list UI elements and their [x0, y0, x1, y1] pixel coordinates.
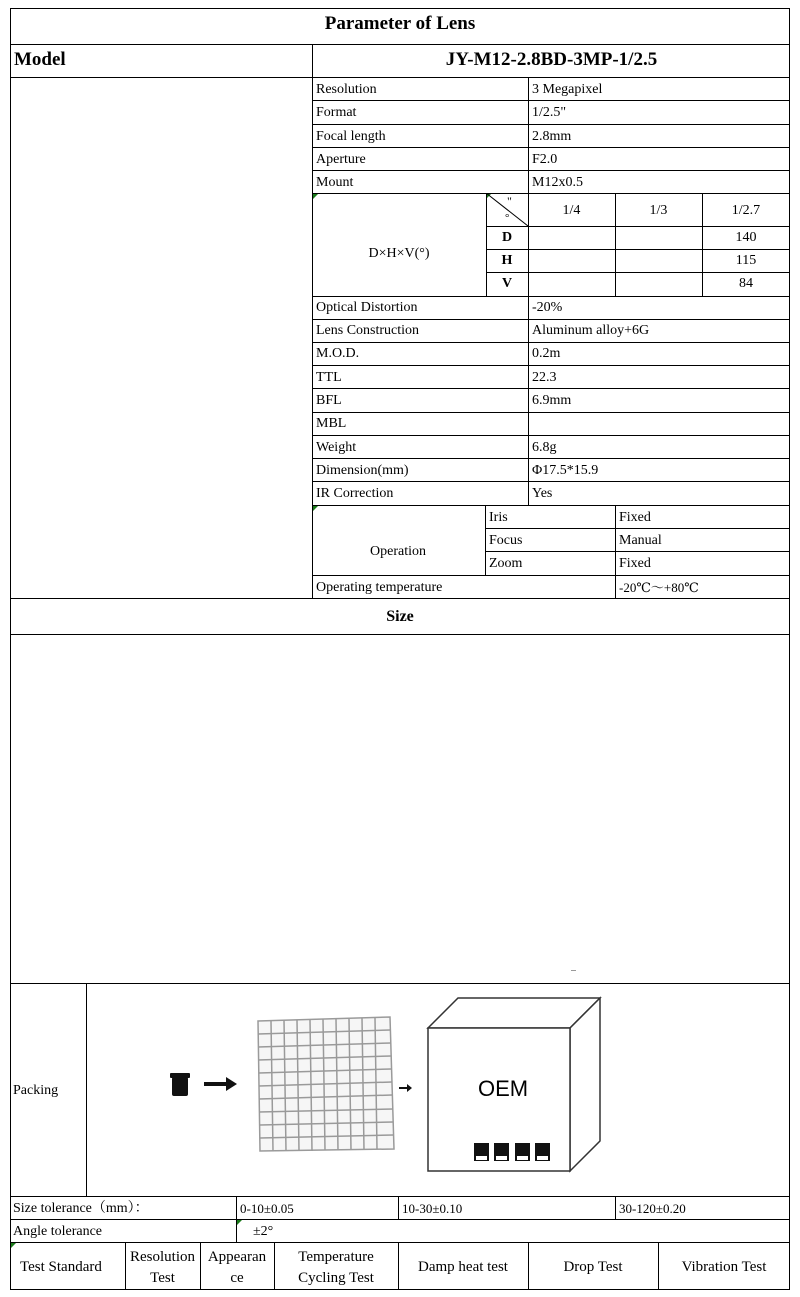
fov-label: D×H×V(°): [368, 246, 430, 261]
fov-corner-bottom: °: [505, 212, 510, 224]
size-tolerance-range-1: 0-10±0.05: [240, 1201, 294, 1216]
fov-format-1-4: 1/4: [562, 203, 581, 218]
damp-heat-test-label: Damp heat test: [418, 1259, 508, 1275]
vibration-test-label: Vibration Test: [681, 1259, 767, 1275]
operation-label: Operation: [370, 544, 426, 559]
fov-format-1-2-7: 1/2.7: [731, 203, 761, 218]
test-standard-label: Test Standard: [20, 1259, 102, 1275]
fragile-icon: [474, 1143, 489, 1161]
fov-corner-top: ": [507, 194, 512, 208]
model-value: JY-M12-2.8BD-3MP-1/2.5: [445, 49, 658, 70]
umbrella-icon: [494, 1143, 509, 1161]
size-tolerance-range-2: 10-30±0.10: [402, 1201, 463, 1216]
this-way-up-icon: [535, 1143, 550, 1161]
page-title: Parameter of Lens: [324, 13, 476, 34]
lens-icon: [170, 1073, 192, 1098]
packing-label: Packing: [13, 1083, 59, 1098]
model-label: Model: [14, 49, 66, 70]
resolution-test-label: Resolution Test: [129, 1249, 195, 1286]
arrow-right-icon: [204, 1076, 238, 1092]
packing-tray-grid: [256, 1015, 396, 1155]
temperature-cycling-test-label: Temperature Cycling Test: [298, 1249, 374, 1286]
fov-format-1-3: 1/3: [649, 203, 668, 218]
stack-limit-icon: [515, 1143, 530, 1161]
angle-tolerance-value: ±2°: [253, 1224, 274, 1239]
size-title: Size: [386, 608, 414, 625]
arrow-right-small-icon: [399, 1083, 413, 1093]
size-drawing-area: [11, 635, 789, 983]
oem-box-text: OEM: [478, 1076, 529, 1101]
size-tolerance-label: Size tolerance（mm）：: [13, 1201, 149, 1216]
appearance-test-label: Appearan ce: [207, 1249, 267, 1286]
angle-tolerance-label: Angle tolerance: [13, 1224, 103, 1239]
size-tolerance-range-3: 30-120±0.20: [619, 1201, 686, 1216]
drop-test-label: Drop Test: [563, 1259, 623, 1275]
